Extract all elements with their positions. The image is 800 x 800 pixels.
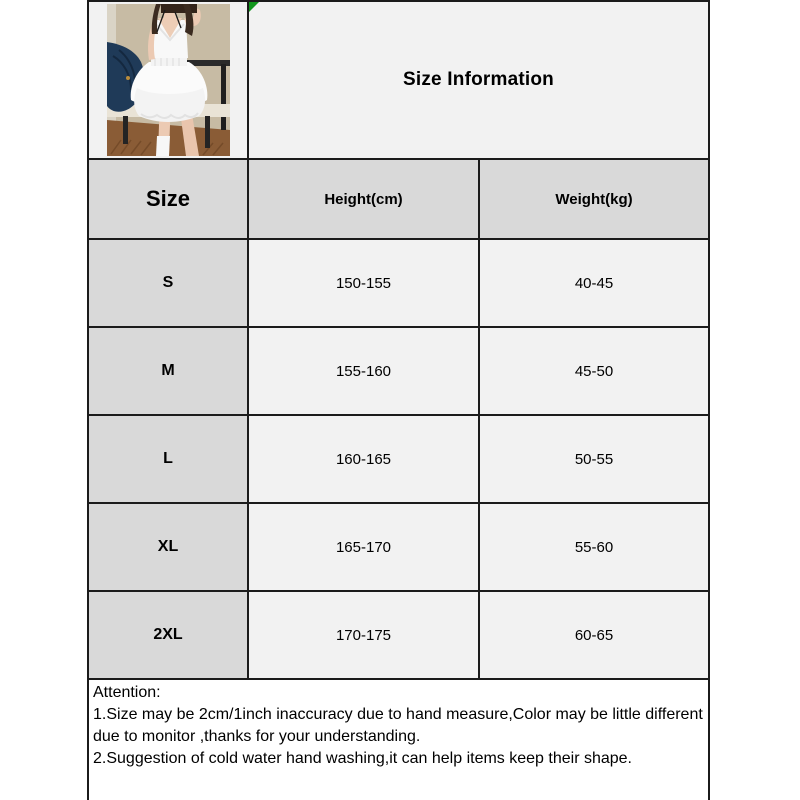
weight-cell: 55-60 bbox=[479, 503, 709, 591]
weight-cell: 45-50 bbox=[479, 327, 709, 415]
height-cell: 155-160 bbox=[248, 327, 479, 415]
green-corner-marker-icon bbox=[249, 2, 259, 12]
column-header-size: Size bbox=[88, 159, 248, 239]
column-header-weight: Weight(kg) bbox=[479, 159, 709, 239]
title-cell bbox=[248, 1, 709, 159]
table-row bbox=[88, 503, 709, 591]
weight-cell: 40-45 bbox=[479, 239, 709, 327]
height-cell: 160-165 bbox=[248, 415, 479, 503]
attention-line-1: 1.Size may be 2cm/1inch inaccuracy due to hand measure,Color may be little different due to monitor ,thanks for your understanding. bbox=[93, 706, 703, 745]
table-row bbox=[88, 415, 709, 503]
size-table bbox=[87, 0, 710, 800]
height-cell: 150-155 bbox=[248, 239, 479, 327]
size-cell: 2XL bbox=[88, 591, 248, 679]
table-row bbox=[88, 591, 709, 679]
table-row bbox=[88, 327, 709, 415]
column-header-height: Height(cm) bbox=[248, 159, 479, 239]
attention-note bbox=[88, 679, 709, 800]
product-photo bbox=[107, 4, 230, 156]
height-cell: 165-170 bbox=[248, 503, 479, 591]
size-cell: M bbox=[88, 327, 248, 415]
size-cell: XL bbox=[88, 503, 248, 591]
weight-cell: 50-55 bbox=[479, 415, 709, 503]
size-cell: L bbox=[88, 415, 248, 503]
attention-line-2: 2.Suggestion of cold water hand washing,it can help items keep their shape. bbox=[93, 750, 632, 767]
size-cell: S bbox=[88, 239, 248, 327]
product-photo-cell bbox=[88, 1, 248, 159]
weight-cell: 60-65 bbox=[479, 591, 709, 679]
table-row bbox=[88, 239, 709, 327]
page-title: Size Information bbox=[403, 69, 554, 90]
height-cell: 170-175 bbox=[248, 591, 479, 679]
attention-heading: Attention: bbox=[93, 684, 161, 701]
